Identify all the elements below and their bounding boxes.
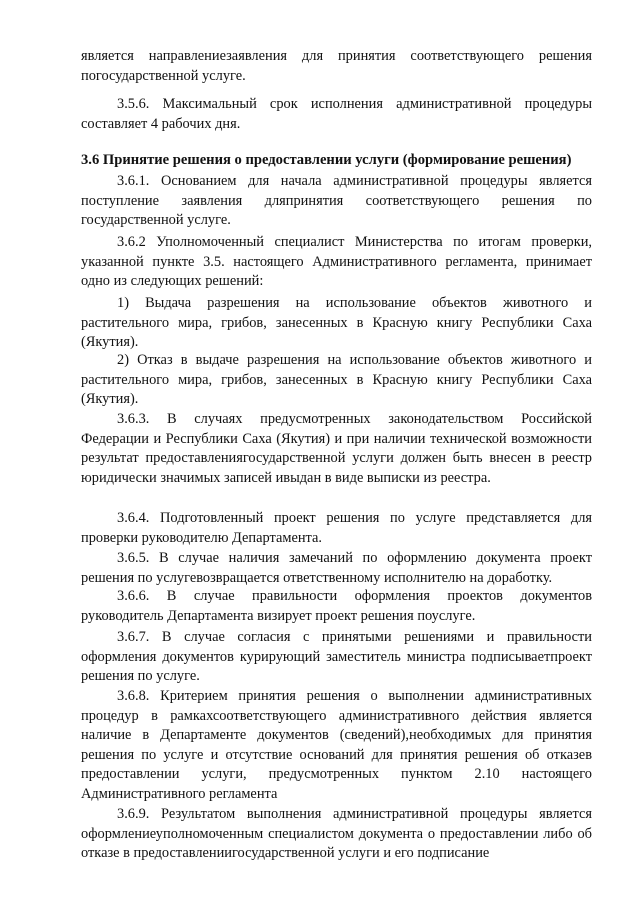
paragraph-3-6-7: 3.6.7. В случае согласия с принятыми решениями и правильности оформления документов курирующий заместитель министра подписываетпроект решения по услуге. — [81, 629, 592, 684]
paragraph-3-6-4: 3.6.4. Подготовленный проект решения по услуге представляется для проверки руководителю Департамента. — [81, 510, 592, 546]
paragraph-3-6-2-option-2: 2) Отказ в выдаче разрешения на использование объектов животного и растительного мира, грибов, занесенных в Красную книгу Республики Саха (Якутия). — [81, 352, 592, 407]
paragraph-continuation: является направлениезаявления для принятия соответствующего решения погосударственной услуге. — [81, 48, 592, 84]
section-heading-3-6: 3.6 Принятие решения о предоставлении услуги (формирование решения) — [81, 152, 572, 168]
paragraph-3-6-3: 3.6.3. В случаях предусмотренных законодательством Российской Федерации и Республики Саха (Якутия) и при наличии технической возможности результат предоставлениягосударственной услуги должен быть внесен в реестр юридически значимых записей ивыдан в виде выписки из реестра. — [81, 411, 592, 486]
paragraph-3-6-8: 3.6.8. Критерием принятия решения о выполнении административных процедур в рамкахсоответствующего административного действия является наличие в Департаменте документов (сведений),необходимых для принятия решения по услуге и отсутствие оснований для принятия решения об отказев предоставлении услуги, предусмотренных пунктом 2.10 настоящего Административного регламента — [81, 688, 592, 802]
paragraph-3-6-9: 3.6.9. Результатом выполнения административной процедуры является оформлениеуполномоченным специалистом документа о предоставлении либо об отказе в предоставлениигосударственной услуги и его подписание — [81, 806, 592, 861]
paragraph-3-6-2: 3.6.2 Уполномоченный специалист Министерства по итогам проверки, указанной пункте 3.5. настоящего Административного регламента, принимает одно из следующих решений: — [81, 234, 592, 289]
paragraph-3-6-5: 3.6.5. В случае наличия замечаний по оформлению документа проект решения по услугевозвращается ответственному исполнителю на доработку. — [81, 550, 592, 586]
paragraph-3-6-2-option-1: 1) Выдача разрешения на использование объектов животного и растительного мира, грибов, занесенных в Красную книгу Республики Саха (Якутия). — [81, 295, 592, 350]
paragraph-3-6-1: 3.6.1. Основанием для начала административной процедуры является поступление заявления дляпринятия соответствующего решения по государственной услуге. — [81, 173, 592, 228]
paragraph-3-6-6: 3.6.6. В случае правильности оформления проектов документов руководитель Департамента визирует проект решения поуслуге. — [81, 588, 592, 624]
paragraph-3-5-6: 3.5.6. Максимальный срок исполнения административной процедуры составляет 4 рабочих дня. — [81, 96, 592, 132]
